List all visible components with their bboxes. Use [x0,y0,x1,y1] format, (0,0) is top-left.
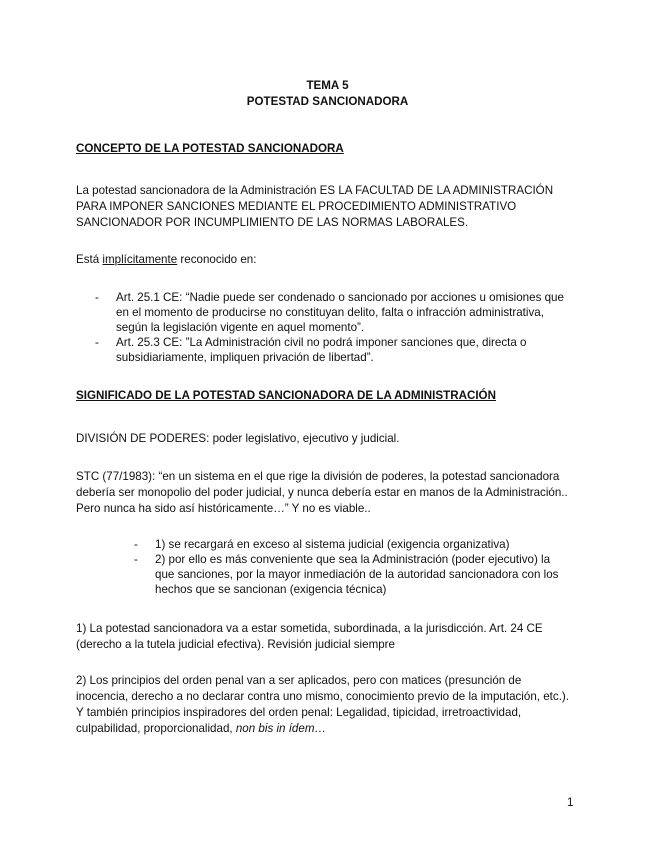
paragraph-line: 2) Los principios del orden penal van a ser aplicados, pero con matices (presunción de [76,674,522,687]
paragraph-line: SANCIONADOR POR INCUMPLIMIENTO DE LAS NORMAS LABORALES. [76,216,469,229]
bullet-line: Art. 25.1 CE: “Nadie puede ser condenado o sancionado por acciones u omisiones que [116,291,564,304]
bullet-line: subsidiariamente, impliquen privación de libertad”. [116,351,374,364]
section-heading-concepto: CONCEPTO DE LA POTESTAD SANCIONADORA [76,142,344,155]
document-title-line1: TEMA 5 [306,79,349,92]
bullet-line: Art. 25.3 CE: ”La Administración civil no podrá imponer sanciones que, directa o [116,336,527,349]
bullet-line: hechos que se sancionan (exigencia técnica) [155,583,387,596]
page-number: 1 [567,796,574,809]
paragraph-line: Pero nunca ha sido así históricamente…” Y no es viable.. [76,502,371,515]
text-segment: culpabilidad, proporcionalidad, [76,722,236,735]
bullet-line: según la legislación vigente en aquel momento”. [116,321,365,334]
bullet-dash: - [95,336,99,349]
text-segment: Está [76,253,103,266]
italic-latin-phrase: non bis in ídem… [235,722,327,735]
paragraph-line: debería ser monopolio del poder judicial, y nunca debería estar en manos de la Administración.. [76,486,568,499]
section-heading-significado: SIGNIFICADO DE LA POTESTAD SANCIONADORA DE LA ADMINISTRACIÓN [76,389,496,402]
bullet-line: en el momento de producirse no constituyan delito, falta o infracción administrativa, [116,306,544,319]
paragraph-line: PARA IMPONER SANCIONES MEDIANTE EL PROCEDIMIENTO ADMINISTRATIVO [76,200,517,213]
paragraph-line: STC (77/1983): “en un sistema en el que rige la división de poderes, la potestad sancionadora [76,470,560,483]
paragraph-line [76,721,326,736]
paragraph-division-poderes: DIVISIÓN DE PODERES: poder legislativo, ejecutivo y judicial. [76,432,400,445]
paragraph-reconocido [76,252,256,267]
bullet-line: que sanciones, por la mayor inmediación de la autoridad sancionadora con los [155,568,559,581]
paragraph-line: (derecho a la tutela judicial efectiva). Revisión judicial siempre [76,638,395,651]
document-title-line2: POTESTAD SANCIONADORA [246,95,409,108]
bullet-line: 1) se recargará en exceso al sistema judicial (exigencia organizativa) [155,538,510,551]
bullet-line: 2) por ello es más conveniente que sea la Administración (poder ejecutivo) la [155,553,551,566]
paragraph-line: Y también principios inspiradores del orden penal: Legalidad, tipicidad, irretroactividad, [76,706,522,719]
text-segment: reconocido en: [177,253,257,266]
underlined-word: implícitamente [102,253,178,266]
paragraph-line: inocencia, derecho a no declarar contra uno mismo, conocimiento previo de la imputación, etc.). [76,690,569,703]
paragraph-line: La potestad sancionadora de la Administración ES LA FACULTAD DE LA ADMINISTRACIÓN [76,184,554,197]
bullet-dash: - [95,291,99,304]
bullet-dash: - [134,553,138,566]
paragraph-line: 1) La potestad sancionadora va a estar sometida, subordinada, a la jurisdicción. Art. 24 CE [76,622,543,635]
bullet-dash: - [134,538,138,551]
